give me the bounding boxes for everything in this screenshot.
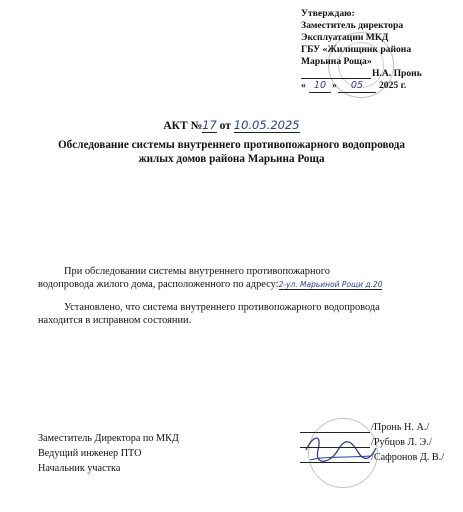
date-open-quote: « — [301, 80, 306, 91]
approval-heading: Утверждаю: — [301, 8, 355, 19]
date-month: 05 — [338, 80, 376, 93]
act-date: 10.05.2025 — [233, 118, 300, 132]
para1-line-2: водопровода жилого дома, расположенного по адресу: — [38, 279, 279, 290]
approval-signature-row — [301, 68, 451, 80]
signatory-row-3 — [300, 450, 460, 465]
approval-block — [301, 8, 451, 92]
signatory-row-2 — [300, 435, 460, 450]
signatory-name-1: /Пронь Н. А./ — [371, 422, 430, 433]
para2-line-2: находится в исправном состоянии. — [38, 315, 192, 326]
signatory-name-3: /Сафронов Д. В./ — [371, 452, 445, 463]
act-subject — [20, 138, 443, 166]
subject-line-2: жилых домов района Марьина Роща — [138, 153, 325, 165]
signature-line — [300, 447, 370, 448]
approval-signer: Н.А. Пронь — [372, 68, 422, 79]
approval-signature-line — [301, 78, 371, 79]
approval-date — [301, 80, 451, 92]
act-title-from: от — [219, 120, 231, 132]
date-year: 2025 г. — [379, 80, 407, 91]
signature-line — [300, 432, 370, 433]
act-title-prefix: АКТ № — [163, 120, 203, 132]
conclusion-paragraph — [38, 301, 448, 327]
signatory-title-3: Начальник участка — [38, 463, 121, 474]
subject-line-1: Обследование системы внутреннего противопожарного водопровода — [57, 139, 406, 151]
address-handwritten: 2-ул. Марьиной Рощи д.20 — [278, 280, 383, 289]
para1-line-1: При обследовании системы внутреннего противопожарного — [64, 266, 330, 277]
signatory-title-2: Ведущий инженер ПТО — [38, 448, 142, 459]
date-close-quote: » — [332, 80, 337, 91]
act-number: 17 — [202, 118, 217, 132]
act-title — [0, 118, 463, 132]
signatory-name-2: /Рубцов Л. Э./ — [371, 437, 432, 448]
signatory-row-1 — [300, 420, 460, 435]
inspection-paragraph — [38, 265, 458, 291]
signatory-names — [300, 420, 460, 465]
signatory-titles — [38, 431, 179, 476]
approval-line-1: Заместитель директора — [301, 20, 404, 31]
approval-line-3: ГБУ «Жилищник района — [301, 44, 412, 55]
approval-line-2: Эксплуатации МКД — [301, 32, 389, 43]
para2-line-1: Установлено, что система внутреннего противопожарного водопровода — [64, 302, 380, 313]
date-day: 10 — [309, 80, 331, 93]
approval-line-4: Марьина Роща» — [301, 56, 372, 67]
signature-line — [300, 462, 370, 463]
signatory-title-1: Заместитель Директора по МКД — [38, 433, 179, 444]
